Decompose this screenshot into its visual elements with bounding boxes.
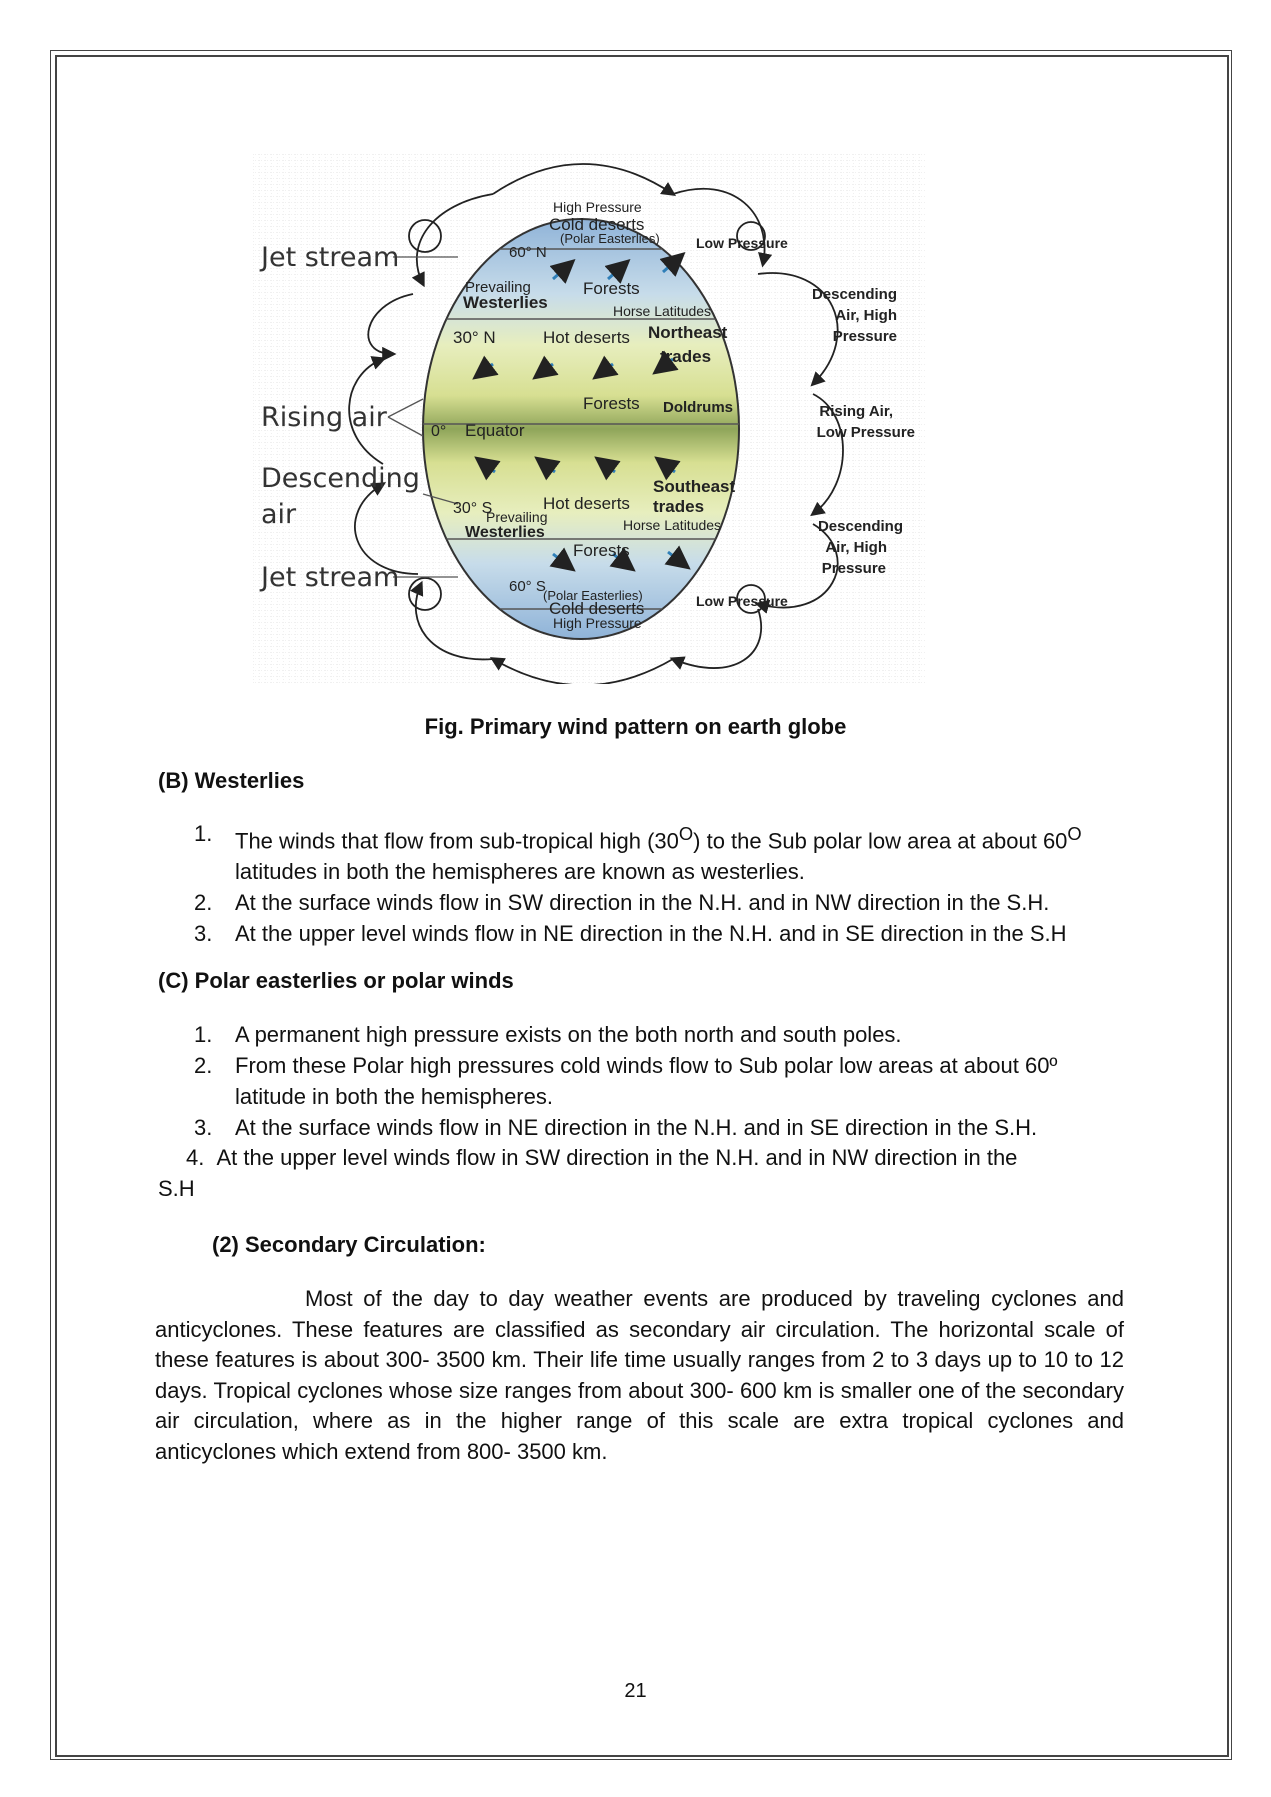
label-rising-2: Low Pressure xyxy=(816,424,915,441)
list-number: 1. xyxy=(194,821,213,846)
wind-pattern-figure xyxy=(253,154,925,684)
label-trades-top: trades xyxy=(660,347,712,366)
label-high-pressure-bottom: High Pressure xyxy=(553,615,642,631)
polar-item-4: 4. At the upper level winds flow in SW direction in the N.H. and in NW direction in the S.H xyxy=(158,1145,1018,1201)
list-item: 1. The winds that flow from sub-tropical high $(30^O)$ to the Sub polar low area at about $60^O$ latitudes in both the hemispheres are known as westerlies. xyxy=(158,818,1124,887)
label-forests-top: Forests xyxy=(583,279,640,298)
label-30s: 30° S xyxy=(453,500,493,517)
label-high-pressure-top: High Pressure xyxy=(553,199,642,215)
label-descending-top-1: Descending xyxy=(811,286,897,303)
label-0: 0° xyxy=(431,423,447,440)
label-descending-bottom-2: Air, High xyxy=(825,539,887,556)
list-item: 1. A permanent high pressure exists on the both north and south poles. xyxy=(158,1019,1124,1050)
label-northeast: Northeast xyxy=(648,323,728,342)
label-forests-mid: Forests xyxy=(583,394,640,413)
label-low-pressure-top: Low Pressure xyxy=(696,235,788,251)
label-descending-top-2: Air, High xyxy=(835,307,897,324)
label-southeast: Southeast xyxy=(653,477,736,496)
label-descending-bottom-3: Pressure xyxy=(821,560,886,577)
label-descending-top-3: Pressure xyxy=(832,328,897,345)
westerlies-list xyxy=(158,818,1124,949)
figure-caption: Fig. Primary wind pattern on earth globe xyxy=(424,714,847,739)
label-rising-air: Rising air xyxy=(261,402,387,433)
label-hot-deserts-top: Hot deserts xyxy=(543,328,630,347)
label-polar-easterlies-top: (Polar Easterlies) xyxy=(560,231,660,246)
label-horse-latitudes-top: Horse Latitudes xyxy=(613,303,712,319)
heading-polar-easterlies: (C) Polar easterlies or polar winds xyxy=(158,968,514,993)
list-number: 4. xyxy=(186,1145,205,1170)
list-number: 2. xyxy=(194,890,213,916)
label-60s: 60° S xyxy=(509,578,546,595)
list-number: 1. xyxy=(194,1022,213,1047)
heading-westerlies: (B) Westerlies xyxy=(158,768,305,793)
label-polar-easterlies-bottom: (Polar Easterlies) xyxy=(543,588,643,603)
label-descending-air-2: air xyxy=(261,499,297,530)
label-jet-stream-bottom: Jet stream xyxy=(261,562,400,593)
label-descending-air-1: Descending xyxy=(261,463,420,494)
list-number: 2. xyxy=(194,1053,213,1078)
list-item: 3. At the upper level winds flow in NE direction in the N.H. and in SE direction in the S.H xyxy=(158,918,1124,949)
list-item: 3. At the surface winds flow in NE direction in the N.H. and in SE direction in the S.H. xyxy=(158,1112,1124,1143)
label-prevailing-bottom: Prevailing xyxy=(486,509,548,525)
label-rising-1: Rising Air, xyxy=(819,403,893,420)
wind-pattern-diagram xyxy=(253,154,925,684)
label-descending-bottom-1: Descending xyxy=(817,518,903,535)
heading-secondary-circulation: (2) Secondary Circulation: xyxy=(212,1232,486,1257)
label-equator: Equator xyxy=(465,421,525,440)
list-item: 2. From these Polar high pressures cold winds flow to Sub polar low areas at about 60º latitude in both the hemispheres. xyxy=(158,1050,1124,1112)
label-westerlies-top: Westerlies xyxy=(463,293,548,312)
list-item: 2. At the surface winds flow in SW direction in the N.H. and in NW direction in the S.H. xyxy=(158,887,1124,918)
label-prevailing-top: Prevailing xyxy=(465,279,531,296)
label-jet-stream-top: Jet stream xyxy=(261,242,400,273)
label-low-pressure-bottom: Low Pressure xyxy=(696,593,788,609)
label-cold-deserts-top: Cold deserts xyxy=(549,215,645,234)
label-hot-deserts-bottom: Hot deserts xyxy=(543,494,630,513)
label-horse-latitudes-bottom: Horse Latitudes xyxy=(623,517,722,533)
label-60n: 60° N xyxy=(509,244,547,261)
list-number: 3. xyxy=(194,921,213,947)
label-westerlies-bottom: Westerlies xyxy=(465,524,545,541)
page-number: 21 xyxy=(624,1680,647,1702)
list-number: 3. xyxy=(194,1115,213,1140)
polar-easterlies-list xyxy=(158,1019,1124,1143)
secondary-paragraph: Most of the day to day weather events are produced by traveling cyclones and anticyclones. These features are classified as secondary air circulation. The horizontal scale of these features is about 300- 3500 km. Their life time usually ranges from 2 to 3 days up to 10 to 12 days. Tropical cyclones whose size ranges from about 300- 600 km is smaller one of the secondary air circulation, where as in the higher range of this scale are extra tropical cyclones and anticyclones which extend from 800- 3500 km. xyxy=(155,1286,1124,1464)
label-30n: 30° N xyxy=(453,328,496,347)
label-cold-deserts-bottom: Cold deserts xyxy=(549,599,645,618)
label-forests-bottom: Forests xyxy=(573,541,630,560)
label-doldrums: Doldrums xyxy=(663,399,734,416)
label-trades-bottom: trades xyxy=(653,497,705,516)
